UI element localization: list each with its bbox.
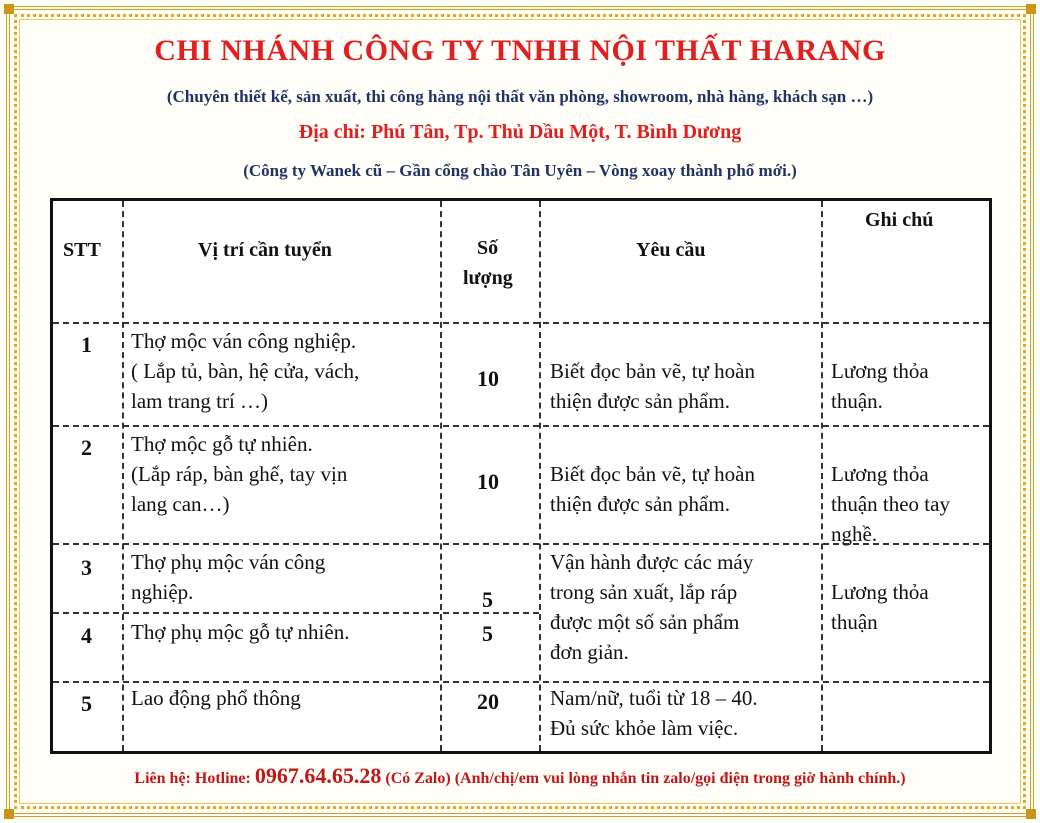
row-3-4-requirement-line: Vận hành được các máy <box>550 550 754 574</box>
row-3-position <box>131 547 325 607</box>
column-divider <box>539 201 541 751</box>
row-1-requirement <box>550 356 755 416</box>
row-3-4-requirement-line: đơn giản. <box>550 640 629 664</box>
company-title: CHI NHÁNH CÔNG TY TNHH NỘI THẤT HARANG <box>154 34 886 67</box>
row-2-position-line: Thợ mộc gỗ tự nhiên. <box>131 432 313 456</box>
row-3-4-notes-line: thuận <box>831 610 878 634</box>
header-notes: Ghi chú <box>865 209 934 231</box>
header-stt: STT <box>63 239 101 261</box>
contact-label: Liên hệ: Hotline: <box>134 770 251 787</box>
row-1-position <box>131 326 359 416</box>
header-qty-line1: Số <box>477 237 499 259</box>
row-1-stt: 1 <box>81 332 92 357</box>
header-qty-line2: lượng <box>463 267 513 289</box>
row-1-position-line: Thợ mộc ván công nghiệp. <box>131 329 357 353</box>
frame-corner-ornament <box>1026 4 1036 14</box>
row-4-qty: 5 <box>482 621 493 646</box>
contact-footer <box>0 763 1040 789</box>
row-4-position-line: Thợ phụ mộc gỗ tự nhiên. <box>131 620 350 644</box>
row-3-4-notes <box>831 577 929 637</box>
column-divider <box>122 201 124 751</box>
row-3-4-requirement-line: được một số sản phẩm <box>550 610 740 634</box>
row-3-4-requirement <box>550 547 753 667</box>
row-1-position-line: ( Lắp tủ, bàn, hệ cửa, vách, <box>131 359 360 383</box>
row-1-requirement-line: thiện được sản phẩm. <box>550 389 730 413</box>
row-1-notes <box>831 356 929 416</box>
row-3-qty: 5 <box>482 587 493 612</box>
row-2-requirement-line: Biết đọc bản vẽ, tự hoàn <box>550 462 755 486</box>
row-2-stt: 2 <box>81 435 92 460</box>
row-3-4-notes-line: Lương thỏa <box>831 580 929 604</box>
frame-corner-ornament <box>4 4 14 14</box>
row-4-position <box>131 617 349 647</box>
row-1-position-line: lam trang trí …) <box>131 389 269 413</box>
row-divider <box>53 612 539 614</box>
row-divider <box>53 322 989 324</box>
row-1-requirement-line: Biết đọc bản vẽ, tự hoàn <box>550 359 755 383</box>
row-3-position-line: nghiệp. <box>131 580 194 604</box>
row-2-position-line: (Lắp ráp, bàn ghế, tay vịn <box>131 462 348 486</box>
hotline-number[interactable]: 0967.64.65.28 <box>254 763 382 788</box>
row-5-requirement-line: Đủ sức khỏe làm việc. <box>550 716 739 740</box>
contact-instruction: (Anh/chị/em vui lòng nhắn tin zalo/gọi điện trong giờ hành chính.) <box>454 770 906 787</box>
row-2-qty: 10 <box>477 469 499 494</box>
row-2-notes-line: nghề. <box>831 522 878 546</box>
row-2-position-line: lang can…) <box>131 492 230 516</box>
row-2-notes <box>831 459 950 549</box>
row-1-notes-line: Lương thỏa <box>831 359 929 383</box>
row-2-requirement <box>550 459 755 519</box>
row-3-position-line: Thợ phụ mộc ván công <box>131 550 326 574</box>
header-requirement: Yêu cầu <box>636 239 706 261</box>
zalo-note: (Có Zalo) <box>385 770 451 787</box>
row-2-notes-line: thuận theo tay <box>831 492 950 516</box>
header-position: Vị trí cần tuyển <box>198 239 332 261</box>
row-5-stt: 5 <box>81 691 92 716</box>
row-2-requirement-line: thiện được sản phẩm. <box>550 492 730 516</box>
row-5-position-line: Lao động phổ thông <box>131 686 301 710</box>
recruitment-table <box>50 198 992 754</box>
row-5-requirement-line: Nam/nữ, tuổi từ 18 – 40. <box>550 686 758 710</box>
row-1-qty: 10 <box>477 366 499 391</box>
column-divider <box>821 201 823 751</box>
location-note: (Công ty Wanek cũ – Gần cổng chào Tân Uyên – Vòng xoay thành phố mới.) <box>243 161 797 180</box>
row-5-qty: 20 <box>477 689 499 714</box>
row-1-notes-line: thuận. <box>831 389 883 413</box>
row-3-stt: 3 <box>81 555 92 580</box>
column-divider <box>440 201 442 751</box>
frame-corner-ornament <box>1026 809 1036 819</box>
company-address: Địa chỉ: Phú Tân, Tp. Thủ Dầu Một, T. Bình Dương <box>298 121 742 143</box>
row-2-position <box>131 429 347 519</box>
row-divider <box>53 425 989 427</box>
row-5-requirement <box>550 683 758 743</box>
company-services: (Chuyên thiết kế, sản xuất, thi công hàng nội thất văn phòng, showroom, nhà hàng, khách sạn …) <box>166 87 874 106</box>
row-4-stt: 4 <box>81 623 92 648</box>
frame-corner-ornament <box>4 809 14 819</box>
row-3-4-requirement-line: trong sản xuất, lắp ráp <box>550 580 738 604</box>
row-2-notes-line: Lương thỏa <box>831 462 929 486</box>
row-5-position <box>131 683 301 713</box>
